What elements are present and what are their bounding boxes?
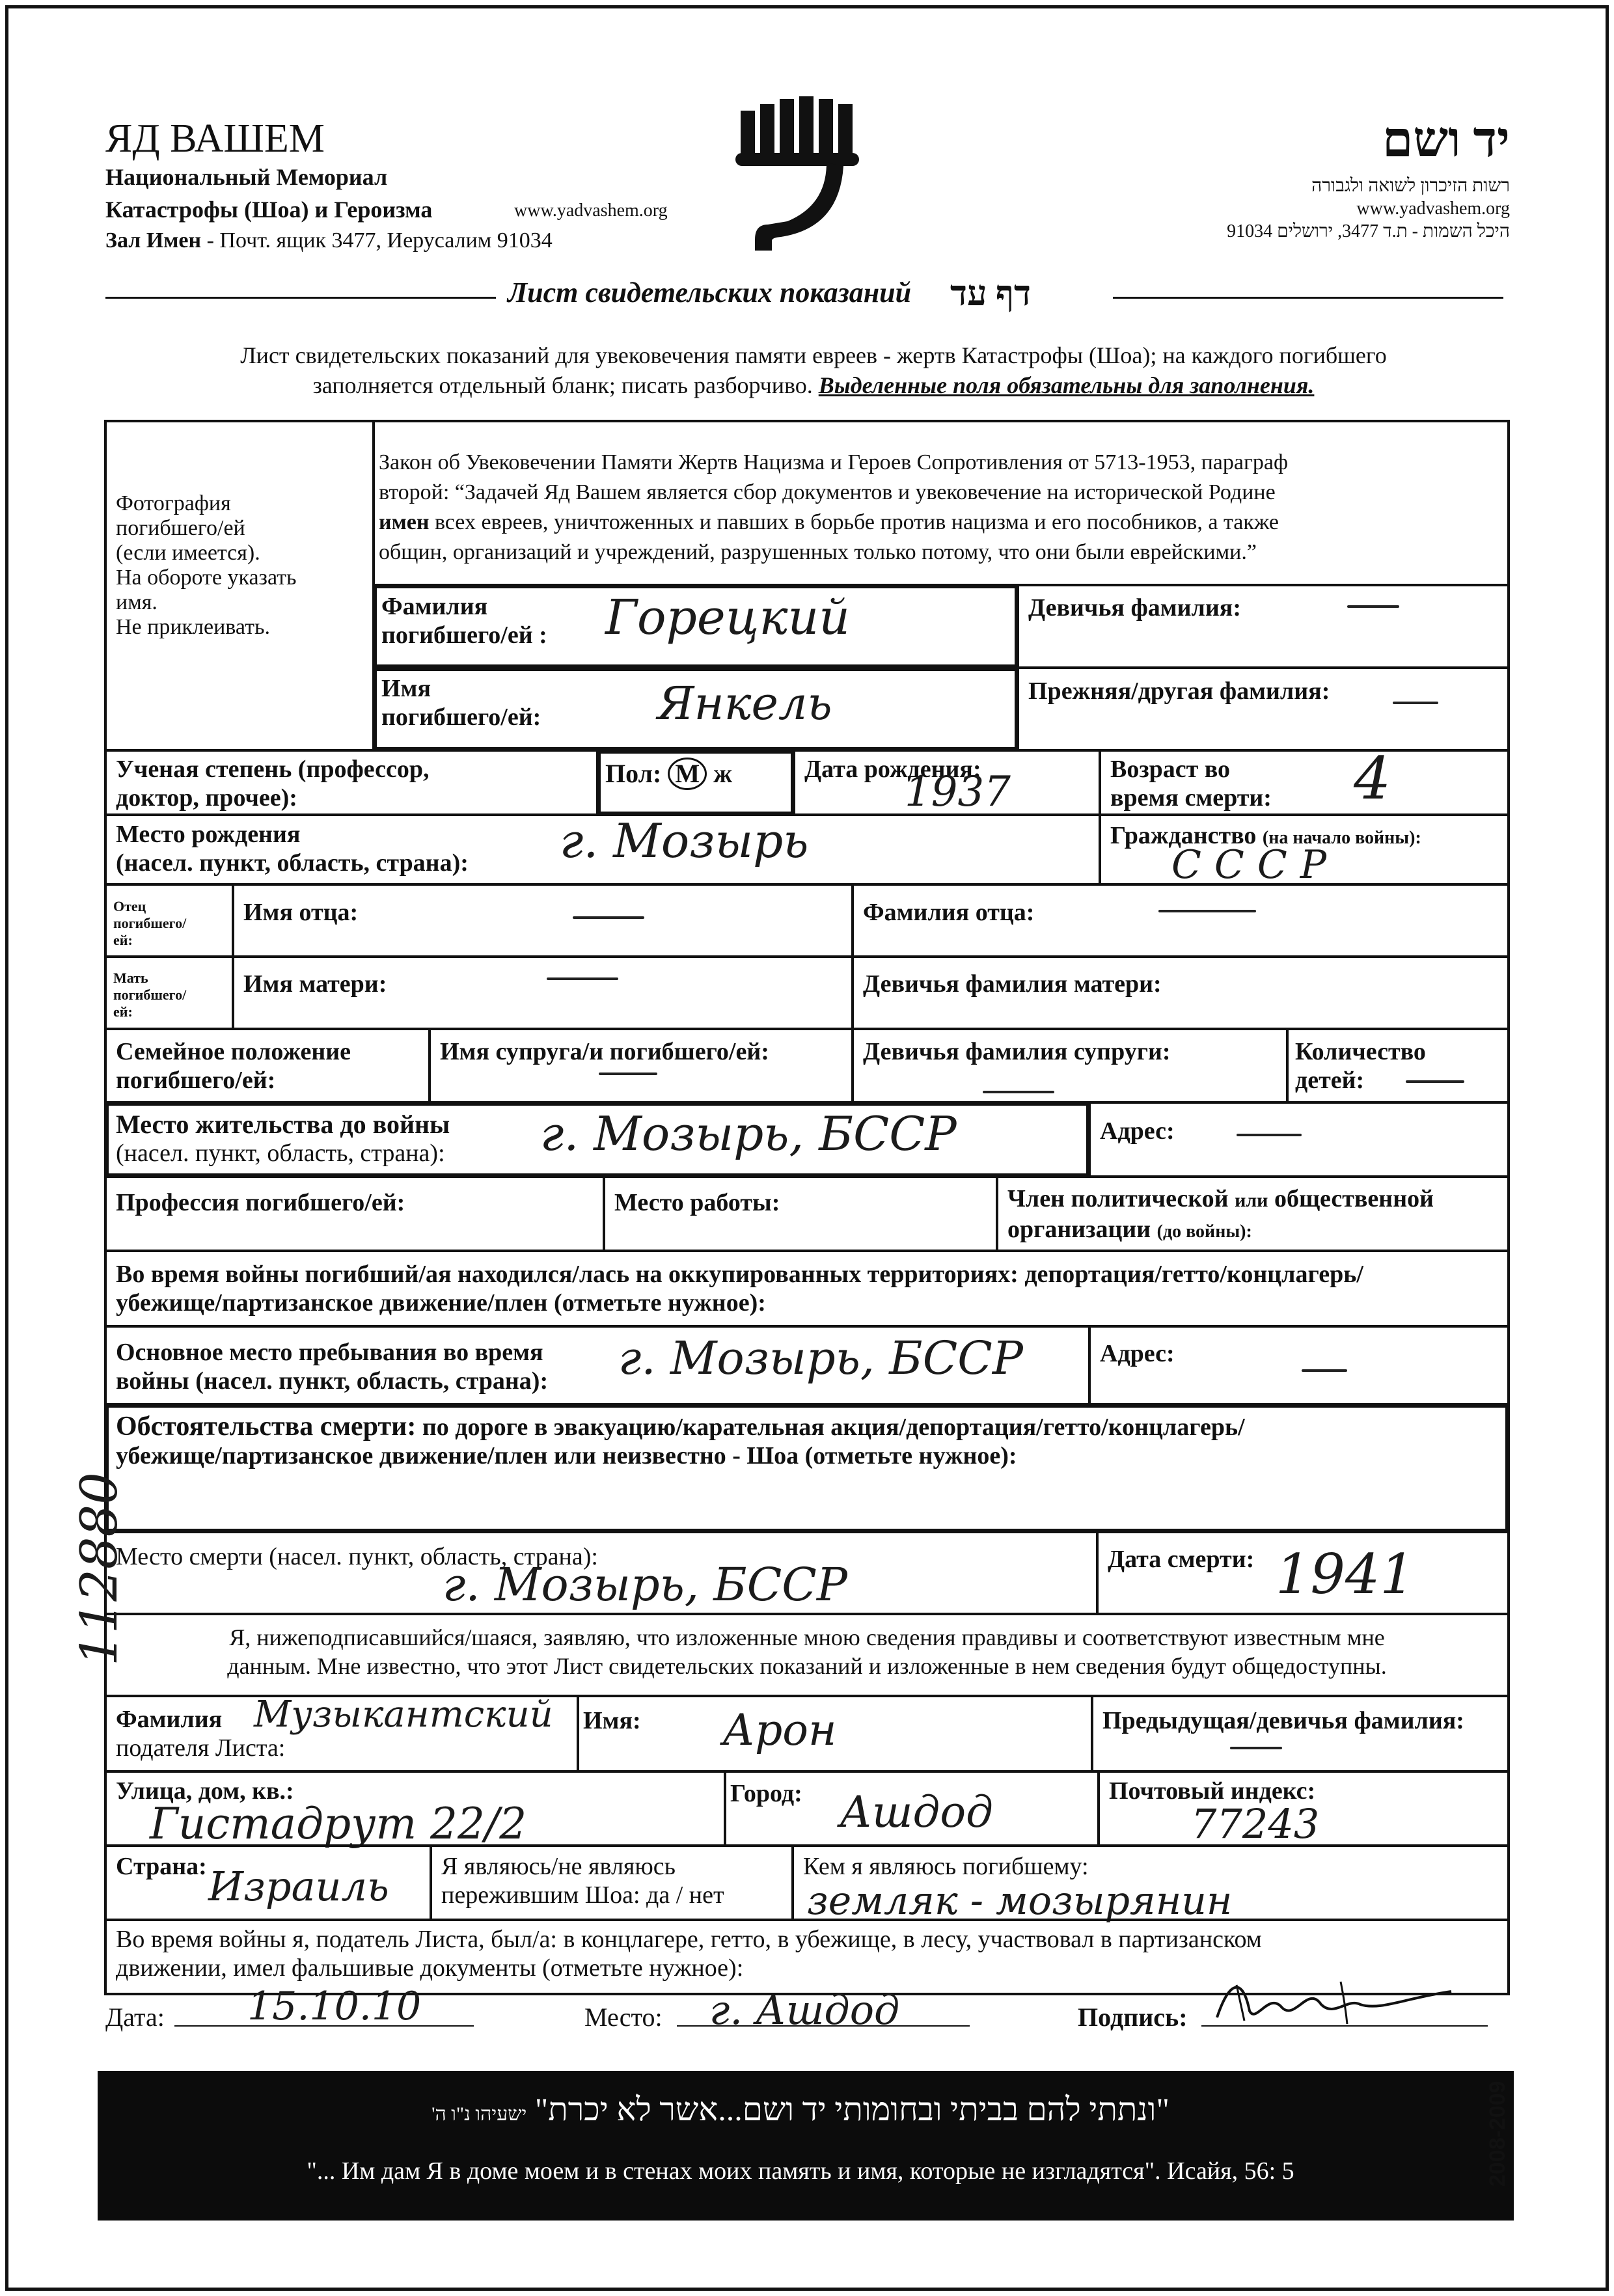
birth-date-label: Дата рождения:: [804, 756, 981, 783]
intro-text: заполняется отдельный бланк; писать разборчиво.: [312, 372, 813, 398]
sex-label: Пол: М ж: [605, 758, 732, 790]
war-address-label: Адрес:: [1100, 1340, 1175, 1367]
submitter-prev-dash: [1230, 1747, 1282, 1749]
father-surname-label: Фамилия отца:: [863, 899, 1035, 926]
submitter-prev-label: Предыдущая/девичья фамилия:: [1102, 1707, 1464, 1734]
intro-line1: Лист свидетельских показаний для увековечения памяти евреев - жертв Катастрофы (Шоа); на каждого погибшего: [240, 342, 1387, 368]
death-place-label: Место смерти (насел. пункт, область, страна):: [116, 1543, 598, 1570]
org-line2-ru: Катастрофы (Шоа) и Героизма: [105, 197, 433, 223]
birthplace-value: г. Мозырь: [560, 813, 809, 868]
margin-note: 112880: [70, 1472, 129, 1666]
membership-label: Член политической или общественной организации (до войны):: [1007, 1185, 1434, 1243]
law-text: [379, 448, 1505, 567]
hall-of-names: Зал Имен: [105, 228, 202, 253]
yad-vashem-logo-icon: [729, 91, 872, 260]
street-value: Гистадрут 22/2: [150, 1799, 527, 1849]
profession-label: Профессия погибшего/ей:: [116, 1189, 405, 1216]
city-value: Ашдод: [840, 1787, 993, 1837]
war-address-dash: [1302, 1369, 1347, 1372]
year-range: 2008-2009: [1485, 2081, 1510, 2187]
law-line4: общин, организаций и учреждений, разрушенных только потому, что они были еврейскими.”: [379, 540, 1257, 564]
workplace-label: Место работы:: [614, 1189, 780, 1216]
father-name-label: Имя отца:: [243, 899, 359, 926]
country-label: Страна:: [116, 1853, 207, 1880]
mother-name-dash: [547, 977, 618, 980]
spouse-name-dash: [599, 1073, 657, 1075]
father-tag-text: Отец погибшего/ ей:: [113, 898, 187, 948]
family-status-label: Семейное положение погибшего/ей:: [116, 1038, 351, 1094]
victim-name-label: Имя погибшего/ей:: [381, 675, 541, 731]
law-names-word: имен: [379, 510, 430, 534]
org-title-ru: ЯД ВАШЕМ: [105, 116, 325, 161]
victim-maiden-dash: [1347, 605, 1399, 608]
law-line3-rest: всех евреев, уничтоженных и павших в борьбе против нацизма и его пособников, а также: [434, 510, 1279, 534]
sex-option-m[interactable]: М: [668, 758, 707, 790]
photo-line4: На обороте указать: [116, 566, 297, 590]
children-count-label: Количество детей:: [1295, 1038, 1426, 1094]
photo-line2: погибшего/ей: [116, 516, 245, 540]
age-label: Возраст во время смерти:: [1110, 756, 1272, 812]
submitter-name-value: Арон: [722, 1705, 837, 1755]
photo-line6: Не приклеивать.: [116, 615, 270, 639]
org-line1-ru: Национальный Мемориал: [105, 164, 388, 190]
zip-label: Почтовый индекс:: [1109, 1777, 1316, 1805]
sex-option-f[interactable]: ж: [713, 759, 733, 788]
residence-value: г. Мозырь, БССР: [540, 1106, 957, 1161]
date-value: 15.10.10: [247, 1984, 422, 2029]
survivor-label: Я являюсь/не являюсь пережившим Шоа: да / нет: [441, 1853, 724, 1909]
mother-maiden-label: Девичья фамилия матери:: [863, 970, 1162, 998]
victim-prev-surname-label: Прежняя/другая фамилия:: [1028, 677, 1330, 705]
title-rule-left: [105, 297, 496, 299]
birthplace-label: Место рождения (насел. пункт, область, страна):: [116, 821, 469, 877]
submitter-war-text: Во время войны я, податель Листа, был/а: в концлагере, гетто, в убежище, в лесу, участвовал в партизанском движении, имел фальшивые документы (отметьте нужное):: [116, 1926, 1262, 1982]
website-right: www.yadvashem.org: [1356, 198, 1510, 219]
war-status-text: Во время войны погибший/ая находился/лась на оккупированных территориях: депортация/гетто/концлагерь/ убежище/партизанское движение/плен (отметьте нужное):: [116, 1261, 1363, 1317]
residence-label: Место жительства до войны (насел. пункт, область, страна):: [116, 1110, 450, 1167]
form-title-ru: Лист свидетельских показаний: [508, 277, 912, 308]
org-title-he: יד ושם: [1382, 113, 1510, 167]
residence-address-label: Адрес:: [1100, 1117, 1175, 1145]
footer-quote-he: "ונתתי להם בביתי ובחומותי יד ושם...אשר לא יכרת" ישעיהו נ"ו ה': [431, 2091, 1169, 2127]
citizenship-value: СССР: [1171, 842, 1340, 888]
date-label: Дата:: [105, 2002, 165, 2032]
country-value: Израиль: [208, 1863, 389, 1910]
zip-value: 77243: [1191, 1800, 1320, 1848]
spouse-maiden-label: Девичья фамилия супруги:: [863, 1038, 1171, 1065]
victim-name-value: Янкель: [657, 677, 832, 730]
age-value: 4: [1354, 745, 1391, 813]
citizenship-label: Гражданство (на начало войны):: [1110, 822, 1421, 849]
city-label: Город:: [730, 1780, 802, 1807]
death-place-value: г. Мозырь, БССР: [443, 1558, 847, 1611]
law-line1: Закон об Увековечении Памяти Жертв Нацизма и Героев Сопротивления от 5713-1953, параграф: [379, 450, 1289, 474]
birth-date-value: 1937: [905, 768, 1011, 816]
submitter-name-label: Имя:: [583, 1707, 641, 1734]
spouse-name-label: Имя супруга/и погибшего/ей:: [440, 1038, 769, 1065]
law-line2: второй: “Задачей Яд Вашем является сбор документов и увековечение на исторической Родине: [379, 480, 1276, 504]
form-title-he: דף עד: [950, 274, 1031, 313]
submitter-surname-label: Фамилия подателя Листа:: [116, 1706, 286, 1762]
photo-line1: Фотография: [116, 491, 231, 515]
relation-label: Кем я являюсь погибшему:: [803, 1853, 1089, 1880]
signature-label: Подпись:: [1078, 2002, 1188, 2032]
mother-name-label: Имя матери:: [243, 970, 387, 998]
war-place-value: г. Мозырь, БССР: [618, 1332, 1023, 1385]
declaration-text: Я, нижеподписавшийся/шаяся, заявляю, что изложенные мною сведения правдивы и соответствуют известным мне данным. Мне известно, что этот Лист свидетельских показаний и изложенные в нем сведения будут общедоступны.: [227, 1624, 1387, 1679]
org-line3-ru: [105, 226, 553, 255]
org-line3-he: היכל השמות - ת.ד 3477, ירושלים 91034: [1227, 221, 1510, 241]
victim-surname-value: Горецкий: [605, 590, 850, 646]
death-date-label: Дата смерти:: [1108, 1546, 1255, 1573]
death-date-value: 1941: [1276, 1542, 1415, 1606]
father-surname-dash: [1158, 910, 1256, 912]
law-line3: [379, 508, 1505, 538]
relation-value: земляк - мозырянин: [807, 1878, 1233, 1924]
victim-maiden-label: Девичья фамилия:: [1028, 594, 1241, 622]
website-left: www.yadvashem.org: [514, 200, 668, 221]
footer-quote-ru: "... Им дам Я в доме моем и в стенах моих память и имя, которые не изгладятся". Исайя, 56: 5: [307, 2157, 1294, 2185]
children-count-dash: [1406, 1080, 1464, 1083]
place-value: г. Ашдод: [709, 1986, 900, 2034]
spouse-maiden-dash: [983, 1091, 1054, 1093]
degree-label: Ученая степень (профессор, доктор, прочее):: [116, 756, 430, 812]
residence-address-dash: [1237, 1134, 1302, 1136]
victim-prev-surname-dash: [1393, 702, 1438, 704]
intro-line2: [130, 371, 1497, 400]
mother-tag-text: Мать погибшего/ ей:: [113, 970, 187, 1020]
photo-box-text: [116, 491, 297, 640]
org-line1-he: רשות הזיכרון לשואה ולגבורה: [1311, 176, 1510, 196]
father-name-dash: [573, 916, 644, 919]
required-note: Выделенные поля обязательны для заполнения.: [818, 372, 1315, 398]
postal-address: - Почт. ящик 3477, Иерусалим 91034: [206, 228, 553, 253]
signature-mark: [1210, 1972, 1458, 2030]
victim-surname-label: Фамилия погибшего/ей :: [381, 593, 547, 649]
photo-line5: имя.: [116, 590, 157, 614]
death-circumstances-text: Обстоятельства смерти: по дороге в эвакуацию/карательная акция/депортация/гетто/концлагерь/ убежище/партизанское движение/плен или неизвестно - Шоа (отметьте нужное):: [116, 1412, 1245, 1469]
street-label: Улица, дом, кв.:: [116, 1777, 294, 1805]
submitter-surname-value: Музыкантский: [254, 1693, 553, 1736]
place-label: Место:: [584, 2002, 663, 2032]
war-place-label: Основное место пребывания во время войны (насел. пункт, область, страна):: [116, 1339, 549, 1395]
photo-line3: (если имеется).: [116, 541, 260, 565]
title-rule-right: [1113, 297, 1503, 299]
